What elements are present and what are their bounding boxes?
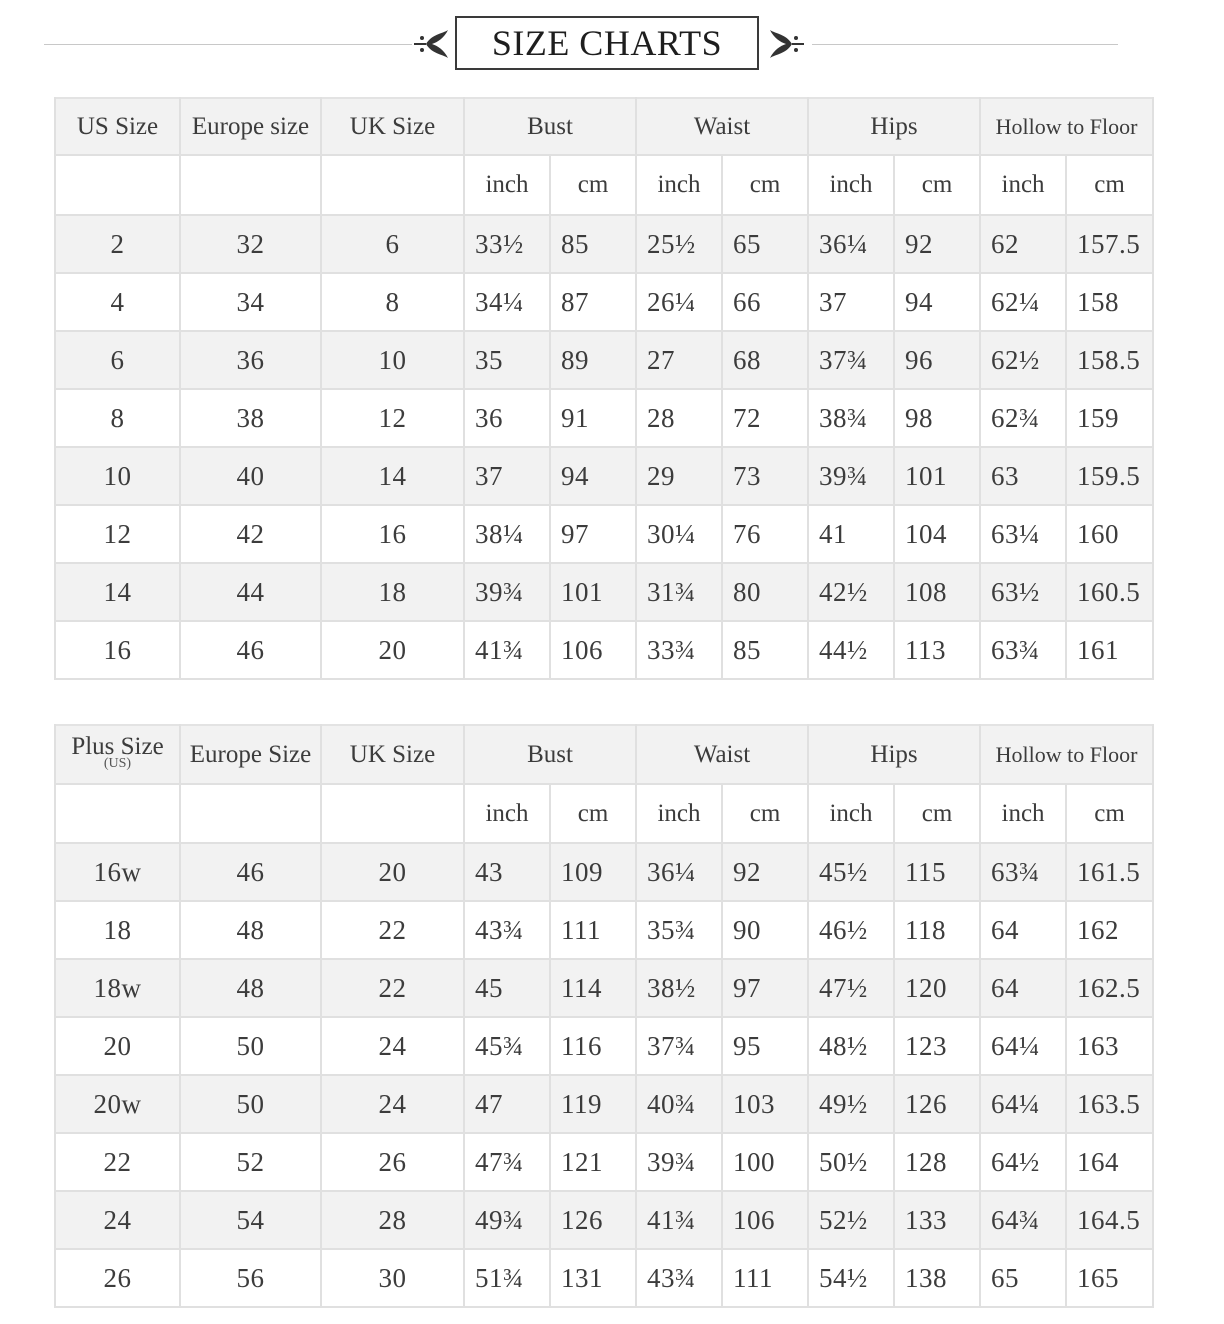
size-cell: 2 xyxy=(55,215,180,273)
measurement-cell: 33½ xyxy=(464,215,550,273)
uk-size-cell: 28 xyxy=(321,1191,464,1249)
measurement-cell: 62¼ xyxy=(980,273,1066,331)
header-europe-size: Europe size xyxy=(180,98,321,155)
units-row xyxy=(55,155,1153,215)
measurement-cell: 116 xyxy=(550,1017,636,1075)
measurement-cell: 158 xyxy=(1066,273,1153,331)
table-row xyxy=(55,215,1153,273)
measurement-cell: 118 xyxy=(894,901,980,959)
uk-size-cell: 10 xyxy=(321,331,464,389)
measurement-cell: 63 xyxy=(980,447,1066,505)
europe-size-cell: 48 xyxy=(180,959,321,1017)
measurement-cell: 47½ xyxy=(808,959,894,1017)
measurement-cell: 96 xyxy=(894,331,980,389)
measurement-cell: 50½ xyxy=(808,1133,894,1191)
measurement-cell: 85 xyxy=(550,215,636,273)
header-bust: Bust xyxy=(464,725,636,784)
measurement-cell: 47 xyxy=(464,1075,550,1133)
uk-size-cell: 18 xyxy=(321,563,464,621)
measurement-cell: 27 xyxy=(636,331,722,389)
measurement-cell: 49¾ xyxy=(464,1191,550,1249)
measurement-cell: 37¾ xyxy=(808,331,894,389)
size-cell: 18 xyxy=(55,901,180,959)
measurement-cell: 133 xyxy=(894,1191,980,1249)
europe-size-cell: 50 xyxy=(180,1075,321,1133)
uk-size-cell: 22 xyxy=(321,959,464,1017)
measurement-cell: 63½ xyxy=(980,563,1066,621)
table-row xyxy=(55,959,1153,1017)
table-row xyxy=(55,1133,1153,1191)
size-cell: 4 xyxy=(55,273,180,331)
measurement-cell: 37 xyxy=(808,273,894,331)
measurement-cell: 80 xyxy=(722,563,808,621)
table-row xyxy=(55,901,1153,959)
header-row xyxy=(55,725,1153,784)
uk-size-cell: 30 xyxy=(321,1249,464,1307)
table-row xyxy=(55,563,1153,621)
measurement-cell: 120 xyxy=(894,959,980,1017)
size-cell: 16 xyxy=(55,621,180,679)
measurement-cell: 119 xyxy=(550,1075,636,1133)
size-cell: 14 xyxy=(55,563,180,621)
plus-size-table-body xyxy=(55,725,1153,1307)
size-cell: 20w xyxy=(55,1075,180,1133)
unit-cell: inch xyxy=(808,784,894,843)
table-row xyxy=(55,447,1153,505)
measurement-cell: 159.5 xyxy=(1066,447,1153,505)
table-row xyxy=(55,843,1153,901)
europe-size-cell: 50 xyxy=(180,1017,321,1075)
measurement-cell: 35¾ xyxy=(636,901,722,959)
measurement-cell: 94 xyxy=(550,447,636,505)
measurement-cell: 66 xyxy=(722,273,808,331)
europe-size-cell: 48 xyxy=(180,901,321,959)
table-row xyxy=(55,505,1153,563)
measurement-cell: 62½ xyxy=(980,331,1066,389)
table-row xyxy=(55,1017,1153,1075)
measurement-cell: 111 xyxy=(550,901,636,959)
size-cell: 6 xyxy=(55,331,180,389)
measurement-cell: 101 xyxy=(550,563,636,621)
measurement-cell: 48½ xyxy=(808,1017,894,1075)
units-empty xyxy=(321,784,464,843)
header-uk-size: UK Size xyxy=(321,725,464,784)
title-divider-right xyxy=(812,44,1118,45)
measurement-cell: 92 xyxy=(722,843,808,901)
measurement-cell: 106 xyxy=(722,1191,808,1249)
measurement-cell: 38¾ xyxy=(808,389,894,447)
measurement-cell: 63¾ xyxy=(980,843,1066,901)
measurement-cell: 162 xyxy=(1066,901,1153,959)
measurement-cell: 73 xyxy=(722,447,808,505)
unit-cell: cm xyxy=(1066,784,1153,843)
header-bust: Bust xyxy=(464,98,636,155)
measurement-cell: 35 xyxy=(464,331,550,389)
measurement-cell: 62¾ xyxy=(980,389,1066,447)
unit-cell: inch xyxy=(636,784,722,843)
measurement-cell: 63¼ xyxy=(980,505,1066,563)
measurement-cell: 72 xyxy=(722,389,808,447)
size-cell: 26 xyxy=(55,1249,180,1307)
unit-cell: cm xyxy=(550,155,636,215)
size-cell: 16w xyxy=(55,843,180,901)
measurement-cell: 165 xyxy=(1066,1249,1153,1307)
header-us-size: US Size xyxy=(55,98,180,155)
fleuron-left-icon xyxy=(412,26,452,62)
unit-cell: cm xyxy=(894,784,980,843)
header-waist: Waist xyxy=(636,98,808,155)
measurement-cell: 25½ xyxy=(636,215,722,273)
uk-size-cell: 20 xyxy=(321,843,464,901)
measurement-cell: 92 xyxy=(894,215,980,273)
measurement-cell: 41 xyxy=(808,505,894,563)
table-row xyxy=(55,621,1153,679)
header-plus-size xyxy=(55,725,180,784)
measurement-cell: 43¾ xyxy=(464,901,550,959)
measurement-cell: 62 xyxy=(980,215,1066,273)
measurement-cell: 162.5 xyxy=(1066,959,1153,1017)
standard-size-table xyxy=(54,97,1154,680)
measurement-cell: 46½ xyxy=(808,901,894,959)
size-cell: 20 xyxy=(55,1017,180,1075)
table-row xyxy=(55,331,1153,389)
measurement-cell: 37 xyxy=(464,447,550,505)
unit-cell: cm xyxy=(722,155,808,215)
europe-size-cell: 40 xyxy=(180,447,321,505)
europe-size-cell: 52 xyxy=(180,1133,321,1191)
size-cell: 8 xyxy=(55,389,180,447)
measurement-cell: 138 xyxy=(894,1249,980,1307)
measurement-cell: 126 xyxy=(894,1075,980,1133)
europe-size-cell: 36 xyxy=(180,331,321,389)
measurement-cell: 41¾ xyxy=(464,621,550,679)
europe-size-cell: 42 xyxy=(180,505,321,563)
europe-size-cell: 34 xyxy=(180,273,321,331)
uk-size-cell: 8 xyxy=(321,273,464,331)
header-waist: Waist xyxy=(636,725,808,784)
table-row xyxy=(55,273,1153,331)
europe-size-cell: 56 xyxy=(180,1249,321,1307)
measurement-cell: 64¾ xyxy=(980,1191,1066,1249)
measurement-cell: 104 xyxy=(894,505,980,563)
measurement-cell: 87 xyxy=(550,273,636,331)
unit-cell: inch xyxy=(980,784,1066,843)
measurement-cell: 158.5 xyxy=(1066,331,1153,389)
measurement-cell: 109 xyxy=(550,843,636,901)
measurement-cell: 114 xyxy=(550,959,636,1017)
measurement-cell: 64 xyxy=(980,901,1066,959)
uk-size-cell: 14 xyxy=(321,447,464,505)
measurement-cell: 49½ xyxy=(808,1075,894,1133)
measurement-cell: 164.5 xyxy=(1066,1191,1153,1249)
uk-size-cell: 26 xyxy=(321,1133,464,1191)
measurement-cell: 36¼ xyxy=(808,215,894,273)
measurement-cell: 100 xyxy=(722,1133,808,1191)
measurement-cell: 163.5 xyxy=(1066,1075,1153,1133)
measurement-cell: 26¼ xyxy=(636,273,722,331)
measurement-cell: 163 xyxy=(1066,1017,1153,1075)
measurement-cell: 31¾ xyxy=(636,563,722,621)
measurement-cell: 128 xyxy=(894,1133,980,1191)
europe-size-cell: 46 xyxy=(180,621,321,679)
header-hips: Hips xyxy=(808,725,980,784)
plus-size-table xyxy=(54,724,1154,1308)
measurement-cell: 38½ xyxy=(636,959,722,1017)
measurement-cell: 54½ xyxy=(808,1249,894,1307)
measurement-cell: 39¾ xyxy=(636,1133,722,1191)
measurement-cell: 52½ xyxy=(808,1191,894,1249)
uk-size-cell: 24 xyxy=(321,1017,464,1075)
table-row xyxy=(55,1249,1153,1307)
measurement-cell: 51¾ xyxy=(464,1249,550,1307)
measurement-cell: 113 xyxy=(894,621,980,679)
uk-size-cell: 6 xyxy=(321,215,464,273)
measurement-cell: 98 xyxy=(894,389,980,447)
fleuron-right-icon xyxy=(766,26,806,62)
measurement-cell: 47¾ xyxy=(464,1133,550,1191)
measurement-cell: 126 xyxy=(550,1191,636,1249)
measurement-cell: 95 xyxy=(722,1017,808,1075)
uk-size-cell: 16 xyxy=(321,505,464,563)
europe-size-cell: 32 xyxy=(180,215,321,273)
size-cell: 24 xyxy=(55,1191,180,1249)
unit-cell: inch xyxy=(808,155,894,215)
measurement-cell: 37¾ xyxy=(636,1017,722,1075)
measurement-cell: 101 xyxy=(894,447,980,505)
measurement-cell: 33¾ xyxy=(636,621,722,679)
unit-cell: inch xyxy=(464,155,550,215)
units-empty xyxy=(55,155,180,215)
measurement-cell: 64¼ xyxy=(980,1017,1066,1075)
units-empty xyxy=(55,784,180,843)
measurement-cell: 161.5 xyxy=(1066,843,1153,901)
page-title: SIZE CHARTS xyxy=(455,16,759,70)
measurement-cell: 38¼ xyxy=(464,505,550,563)
measurement-cell: 161 xyxy=(1066,621,1153,679)
measurement-cell: 42½ xyxy=(808,563,894,621)
header-europe-size: Europe Size xyxy=(180,725,321,784)
unit-cell: cm xyxy=(550,784,636,843)
units-empty xyxy=(321,155,464,215)
measurement-cell: 65 xyxy=(980,1249,1066,1307)
measurement-cell: 63¾ xyxy=(980,621,1066,679)
measurement-cell: 68 xyxy=(722,331,808,389)
measurement-cell: 39¾ xyxy=(464,563,550,621)
measurement-cell: 160 xyxy=(1066,505,1153,563)
table-row xyxy=(55,1075,1153,1133)
measurement-cell: 115 xyxy=(894,843,980,901)
units-row xyxy=(55,784,1153,843)
measurement-cell: 64¼ xyxy=(980,1075,1066,1133)
measurement-cell: 97 xyxy=(550,505,636,563)
uk-size-cell: 20 xyxy=(321,621,464,679)
measurement-cell: 85 xyxy=(722,621,808,679)
measurement-cell: 97 xyxy=(722,959,808,1017)
measurement-cell: 111 xyxy=(722,1249,808,1307)
header-row xyxy=(55,98,1153,155)
size-cell: 18w xyxy=(55,959,180,1017)
unit-cell: inch xyxy=(980,155,1066,215)
measurement-cell: 40¾ xyxy=(636,1075,722,1133)
measurement-cell: 28 xyxy=(636,389,722,447)
measurement-cell: 36¼ xyxy=(636,843,722,901)
europe-size-cell: 46 xyxy=(180,843,321,901)
europe-size-cell: 38 xyxy=(180,389,321,447)
header-uk-size: UK Size xyxy=(321,98,464,155)
table-row xyxy=(55,389,1153,447)
header-plus-size-label: Plus Size xyxy=(71,732,164,760)
measurement-cell: 91 xyxy=(550,389,636,447)
uk-size-cell: 12 xyxy=(321,389,464,447)
measurement-cell: 45 xyxy=(464,959,550,1017)
measurement-cell: 123 xyxy=(894,1017,980,1075)
header-hollow-to-floor: Hollow to Floor xyxy=(980,725,1153,784)
size-cell: 22 xyxy=(55,1133,180,1191)
header-plus-size-sublabel: (US) xyxy=(103,755,132,771)
measurement-cell: 36 xyxy=(464,389,550,447)
unit-cell: inch xyxy=(636,155,722,215)
measurement-cell: 103 xyxy=(722,1075,808,1133)
measurement-cell: 64½ xyxy=(980,1133,1066,1191)
measurement-cell: 121 xyxy=(550,1133,636,1191)
measurement-cell: 131 xyxy=(550,1249,636,1307)
europe-size-cell: 54 xyxy=(180,1191,321,1249)
size-cell: 12 xyxy=(55,505,180,563)
unit-cell: inch xyxy=(464,784,550,843)
measurement-cell: 159 xyxy=(1066,389,1153,447)
europe-size-cell: 44 xyxy=(180,563,321,621)
units-empty xyxy=(180,784,321,843)
measurement-cell: 29 xyxy=(636,447,722,505)
uk-size-cell: 24 xyxy=(321,1075,464,1133)
measurement-cell: 41¾ xyxy=(636,1191,722,1249)
units-empty xyxy=(180,155,321,215)
table-row xyxy=(55,1191,1153,1249)
size-cell: 10 xyxy=(55,447,180,505)
measurement-cell: 106 xyxy=(550,621,636,679)
measurement-cell: 30¼ xyxy=(636,505,722,563)
measurement-cell: 44½ xyxy=(808,621,894,679)
unit-cell: cm xyxy=(1066,155,1153,215)
measurement-cell: 34¼ xyxy=(464,273,550,331)
measurement-cell: 164 xyxy=(1066,1133,1153,1191)
measurement-cell: 45¾ xyxy=(464,1017,550,1075)
title-divider-left xyxy=(44,44,412,45)
measurement-cell: 108 xyxy=(894,563,980,621)
header-hollow-to-floor: Hollow to Floor xyxy=(980,98,1153,155)
measurement-cell: 89 xyxy=(550,331,636,389)
unit-cell: cm xyxy=(722,784,808,843)
measurement-cell: 157.5 xyxy=(1066,215,1153,273)
measurement-cell: 160.5 xyxy=(1066,563,1153,621)
unit-cell: cm xyxy=(894,155,980,215)
measurement-cell: 39¾ xyxy=(808,447,894,505)
measurement-cell: 90 xyxy=(722,901,808,959)
measurement-cell: 76 xyxy=(722,505,808,563)
measurement-cell: 64 xyxy=(980,959,1066,1017)
header-hips: Hips xyxy=(808,98,980,155)
measurement-cell: 65 xyxy=(722,215,808,273)
standard-size-table-body xyxy=(55,98,1153,679)
measurement-cell: 43¾ xyxy=(636,1249,722,1307)
measurement-cell: 43 xyxy=(464,843,550,901)
uk-size-cell: 22 xyxy=(321,901,464,959)
measurement-cell: 94 xyxy=(894,273,980,331)
measurement-cell: 45½ xyxy=(808,843,894,901)
